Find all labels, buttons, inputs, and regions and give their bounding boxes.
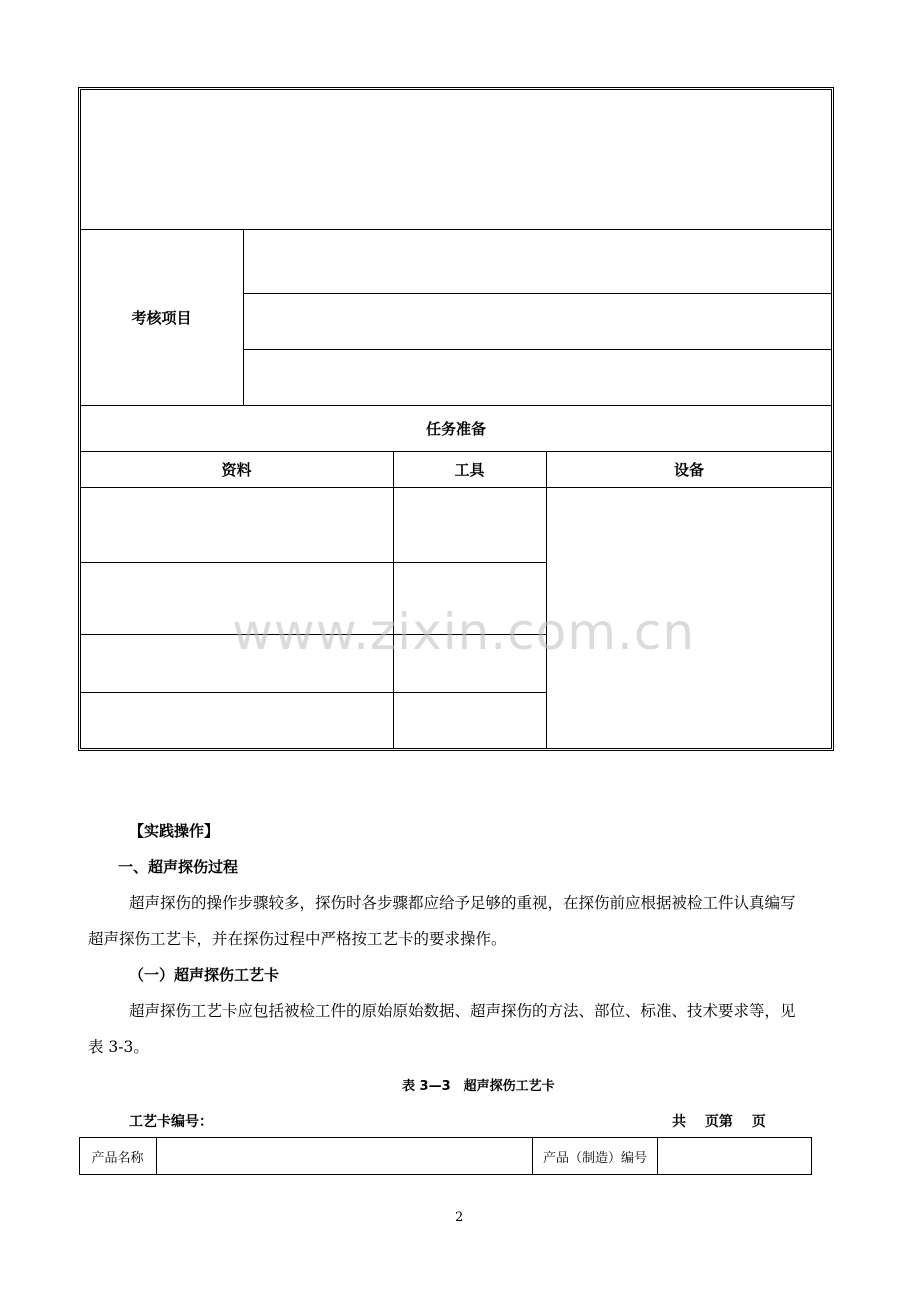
subheading-process-card: （一）超声探伤工艺卡 bbox=[129, 966, 280, 984]
divider bbox=[546, 451, 547, 749]
page-count-label: 共 页第 页 bbox=[672, 1114, 766, 1130]
divider bbox=[244, 349, 832, 350]
divider bbox=[80, 692, 546, 693]
page-number: 2 bbox=[455, 1210, 464, 1225]
divider bbox=[393, 451, 394, 749]
subheading-process: 一、超声探伤过程 bbox=[118, 858, 239, 876]
header-equipment: 设备 bbox=[673, 460, 704, 479]
divider bbox=[244, 293, 832, 294]
process-card-table bbox=[79, 1137, 812, 1175]
divider bbox=[156, 1137, 157, 1175]
divider bbox=[80, 634, 546, 635]
paragraph-2-line-1: 超声探伤工艺卡应包括被检工件的原始原始数据、超声探伤的方法、部位、标准、技术要求等，见 bbox=[129, 1002, 796, 1020]
paragraph-2-line-2: 表 3-3。 bbox=[88, 1038, 149, 1056]
paragraph-1-line-1: 超声探伤的操作步骤较多，探伤时各步骤都应给予足够的重视，在探伤前应根据被检工件认真编写 bbox=[129, 894, 796, 912]
divider bbox=[243, 229, 244, 405]
card-number-label: 工艺卡编号： bbox=[129, 1114, 213, 1130]
header-tools: 工具 bbox=[454, 460, 485, 479]
watermark: www.zixin.com.cn bbox=[232, 603, 696, 661]
section-heading: 【实践操作】 bbox=[129, 822, 220, 840]
divider bbox=[80, 562, 546, 563]
paragraph-1-line-2: 超声探伤工艺卡，并在探伤过程中严格按工艺卡的要求操作。 bbox=[88, 930, 507, 948]
product-name-label: 产品名称 bbox=[91, 1150, 144, 1166]
product-number-label: 产品（制造）编号 bbox=[542, 1150, 647, 1166]
divider bbox=[80, 487, 832, 488]
table-caption: 表 3—3 超声探伤工艺卡 bbox=[402, 1079, 555, 1094]
task-preparation-label: 任务准备 bbox=[425, 419, 486, 438]
divider bbox=[657, 1137, 658, 1175]
assessment-item-label: 考核项目 bbox=[131, 308, 192, 327]
header-materials: 资料 bbox=[221, 460, 252, 479]
